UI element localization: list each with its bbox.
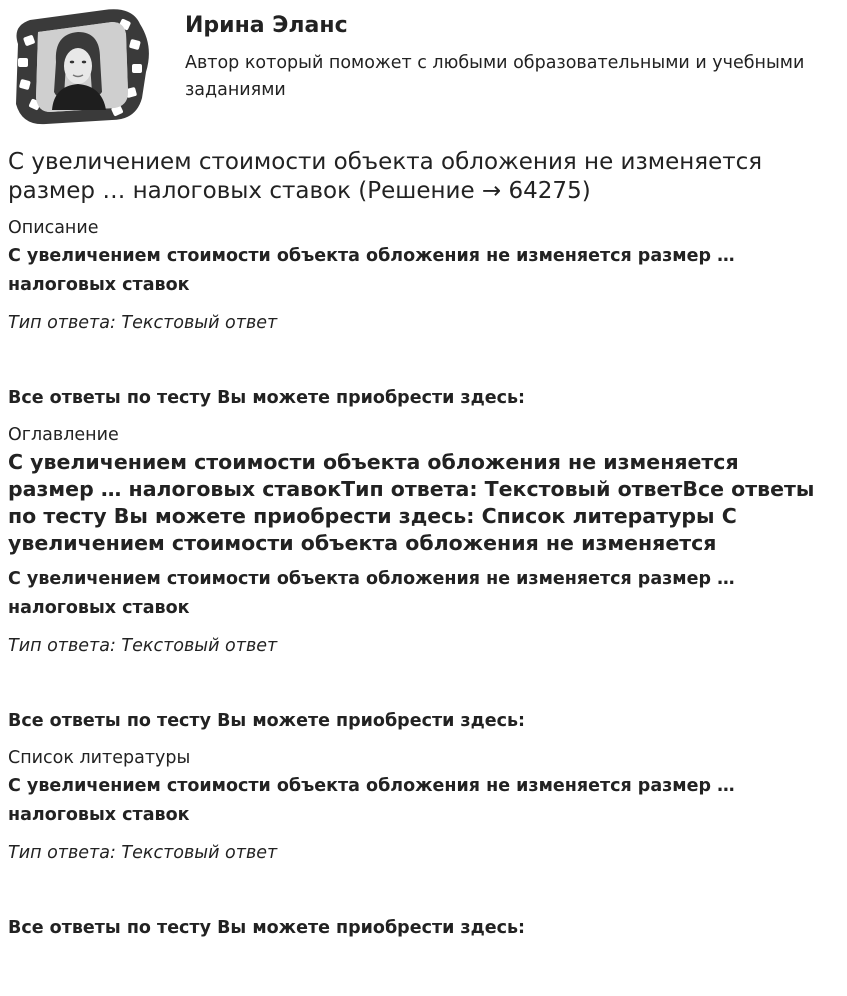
author-header — [0, 0, 847, 130]
literature-answer-type: Тип ответа: Текстовый ответ — [8, 843, 278, 863]
toc-question: С увеличением стоимости объекта обложения не изменяется размер … налоговых ставок — [8, 569, 735, 618]
main-content — [8, 148, 818, 943]
author-name[interactable]: Ирина Эланс — [185, 13, 348, 38]
description-question: С увеличением стоимости объекта обложения не изменяется размер … налоговых ставок — [8, 246, 735, 295]
literature-all-answers: Все ответы по тесту Вы можете приобрести здесь: — [8, 918, 526, 938]
avatar[interactable] — [8, 6, 150, 126]
toc-answer-type: Тип ответа: Текстовый ответ — [8, 636, 278, 656]
description-all-answers: Все ответы по тесту Вы можете приобрести здесь: — [8, 388, 526, 408]
avatar-image — [8, 6, 150, 126]
toc-heading: С увеличением стоимости объекта обложения не изменяется размер … налоговых ставокТип ответа: Текстовый ответВсе ответы по тесту Вы можете приобрести здесь: Список литературы С увеличением стоимости объекта обложения не изменяется — [8, 450, 815, 555]
literature-question: С увеличением стоимости объекта обложения не изменяется размер … налоговых ставок — [8, 776, 735, 825]
description-label: Описание — [8, 218, 99, 238]
description-answer-type: Тип ответа: Текстовый ответ — [8, 313, 278, 333]
toc-section — [8, 423, 818, 736]
author-description: Автор который поможет с любыми образовательными и учебными заданиями — [185, 53, 805, 100]
description-section — [8, 216, 818, 413]
literature-section — [8, 746, 818, 943]
toc-all-answers: Все ответы по тесту Вы можете приобрести здесь: — [8, 711, 526, 731]
page-title: С увеличением стоимости объекта обложения не изменяется размер … налоговых ставок (Решение → 64275) — [8, 149, 763, 204]
toc-label: Оглавление — [8, 425, 119, 445]
literature-label: Список литературы — [8, 748, 191, 768]
